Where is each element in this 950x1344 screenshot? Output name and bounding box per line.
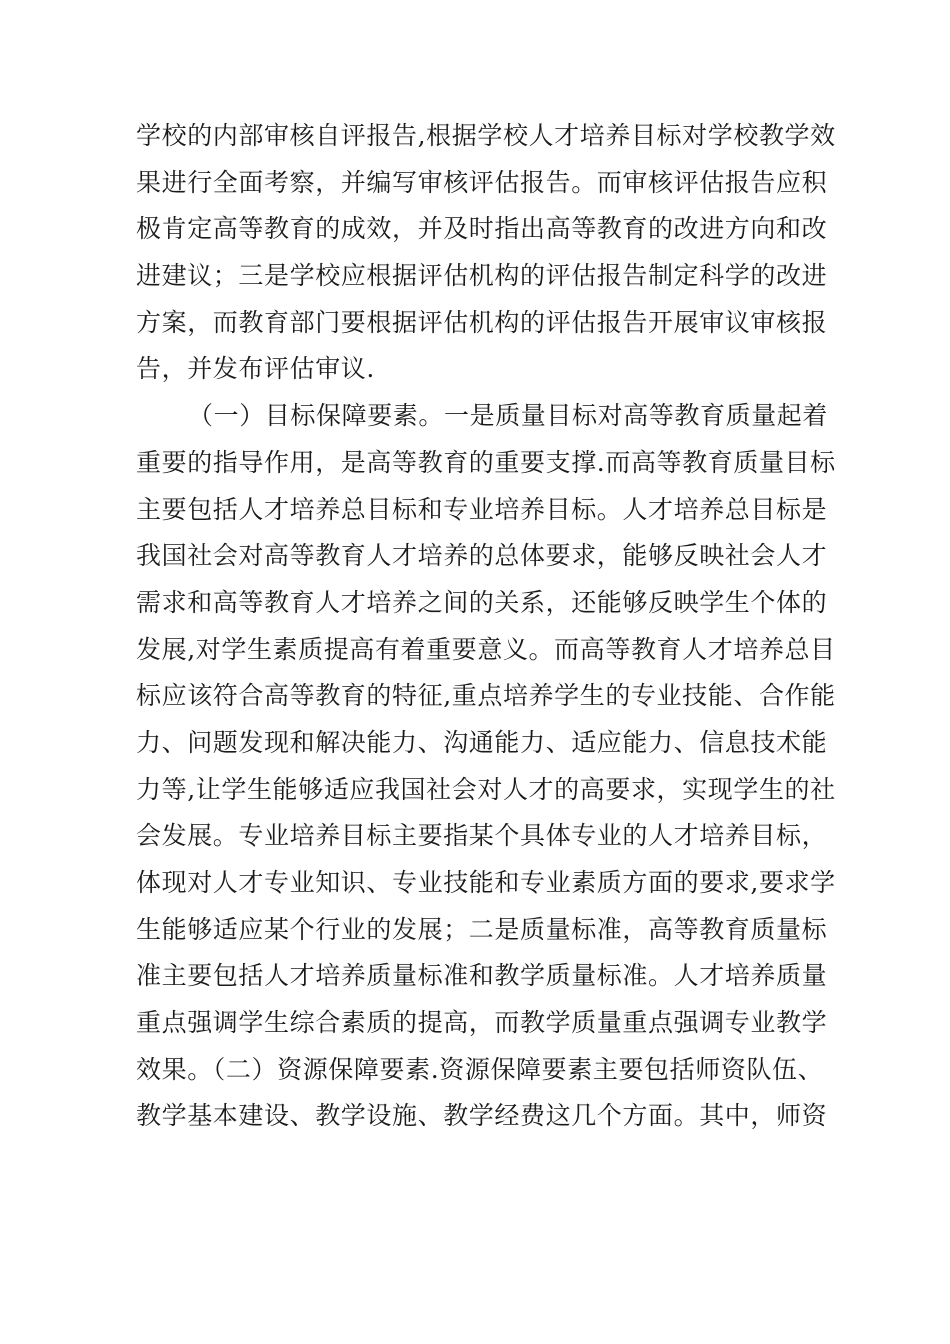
text-line: 进建议；三是学校应根据评估机构的评估报告制定科学的改进 — [136, 261, 828, 291]
text-line: 效果。（二）资源保障要素.资源保障要素主要包括师资队伍、 — [136, 1054, 824, 1084]
paragraph-first-line: （一）目标保障要素。一是质量目标对高等教育质量起着 — [188, 401, 829, 431]
text-line: 生能够适应某个行业的发展；二是质量标准，高等教育质量标 — [136, 914, 828, 944]
text-line: 会发展。专业培养目标主要指某个具体专业的人才培养目标， — [136, 821, 828, 851]
text-line: 告，并发布评估审议. — [136, 354, 375, 384]
text-line: 我国社会对高等教育人才培养的总体要求，能够反映社会人才 — [136, 541, 828, 571]
text-line: 需求和高等教育人才培养之间的关系，还能够反映学生个体的 — [136, 587, 828, 617]
text-line: 果进行全面考察，并编写审核评估报告。而审核评估报告应积 — [136, 167, 828, 197]
text-line: 教学基本建设、教学设施、教学经费这几个方面。其中，师资 — [136, 1101, 828, 1131]
text-line: 主要包括人才培养总目标和专业培养目标。人才培养总目标是 — [136, 494, 828, 524]
text-line: 力等,让学生能够适应我国社会对人才的高要求，实现学生的社 — [136, 774, 836, 804]
text-line: 体现对人才专业知识、专业技能和专业素质方面的要求,要求学 — [136, 868, 836, 897]
text-line: 力、问题发现和解决能力、沟通能力、适应能力、信息技术能 — [136, 727, 828, 757]
text-line: 方案，而教育部门要根据评估机构的评估报告开展审议审核报 — [136, 307, 828, 337]
text-line: 极肯定高等教育的成效，并及时指出高等教育的改进方向和改 — [136, 214, 828, 244]
text-line: 学校的内部审核自评报告,根据学校人才培养目标对学校教学效 — [136, 121, 836, 150]
body-text — [136, 113, 836, 1140]
text-line: 准主要包括人才培养质量标准和教学质量标准。人才培养质量 — [136, 961, 828, 991]
text-line: 重点强调学生综合素质的提高，而教学质量重点强调专业教学 — [136, 1008, 828, 1038]
text-line: 重要的指导作用，是高等教育的重要支撑.而高等教育质量目标 — [136, 447, 836, 477]
text-line: 发展,对学生素质提高有着重要意义。而高等教育人才培养总目 — [136, 634, 836, 664]
text-line: 标应该符合高等教育的特征,重点培养学生的专业技能、合作能 — [136, 681, 836, 711]
